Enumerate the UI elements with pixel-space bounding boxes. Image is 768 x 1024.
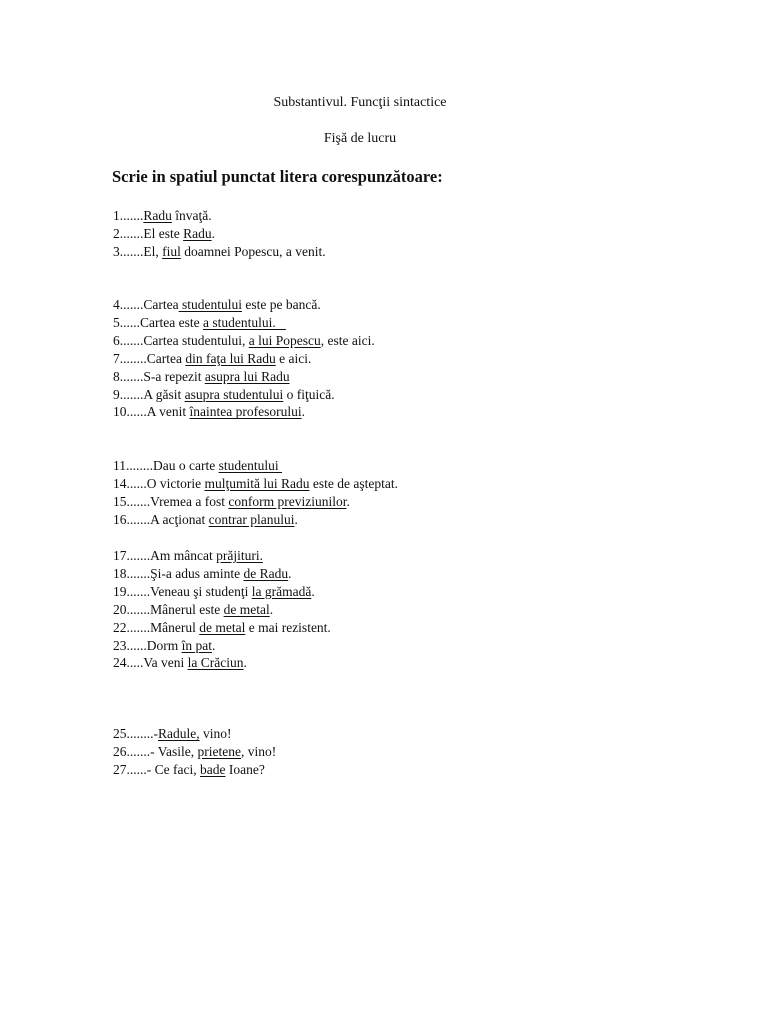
exercise-item: [113, 511, 398, 529]
exercise-text: 17.......Am mâncat: [113, 548, 217, 563]
exercise-item: [113, 207, 326, 225]
exercise-group-2: [113, 296, 375, 421]
exercise-text: 4.......Cartea: [113, 297, 179, 312]
exercise-item: [113, 601, 331, 619]
exercise-text: 26.......- Vasile,: [113, 743, 198, 759]
exercise-text: 16.......A acţionat: [113, 511, 209, 527]
exercise-text: 20.......Mânerul este: [113, 601, 224, 617]
underlined-term: de metal: [199, 619, 246, 635]
exercise-text: 11........Dau o carte: [113, 458, 219, 473]
exercise-item: [113, 368, 375, 386]
underlined-term: Radu: [183, 225, 212, 241]
exercise-text: învaţă.: [171, 208, 212, 223]
underlined-term: mulţumită lui Radu: [204, 475, 310, 491]
underlined-term: contrar planului: [208, 511, 295, 527]
exercise-item: [113, 403, 375, 421]
exercise-text: .: [301, 404, 305, 420]
underlined-term: asupra studentului: [184, 386, 284, 402]
exercise-item: [113, 314, 375, 332]
exercise-text: 10......A venit: [113, 404, 190, 420]
exercise-text: 25........-: [113, 726, 158, 741]
exercise-item: [113, 654, 331, 672]
exercise-text: .: [311, 583, 315, 599]
exercise-text: .: [294, 511, 298, 527]
exercise-item: [113, 565, 331, 583]
exercise-text: e mai rezistent.: [245, 619, 331, 635]
exercise-item: [113, 637, 331, 655]
underlined-term: asupra lui Radu: [204, 368, 290, 384]
exercise-item: [113, 350, 375, 368]
exercise-text: 1.......: [113, 208, 144, 223]
underlined-term: în pat: [181, 637, 212, 653]
exercise-text: 6.......Cartea studentului,: [113, 332, 249, 348]
exercise-text: 22.......Mânerul: [113, 619, 200, 635]
exercise-text: Ioane?: [225, 761, 265, 777]
exercise-text: este de aşteptat.: [309, 475, 398, 491]
page-subtitle: Fişă de lucru: [323, 131, 397, 146]
exercise-item: [113, 583, 331, 601]
exercise-text: 19.......Veneau şi studenţi: [113, 583, 252, 599]
exercise-text: .: [346, 493, 350, 509]
exercise-text: .: [269, 601, 274, 617]
underlined-term: de Radu: [243, 565, 289, 581]
underlined-term: bade: [199, 761, 226, 777]
exercise-group-5: [113, 725, 276, 779]
exercise-text: doamnei Popescu, a venit.: [180, 243, 326, 259]
exercise-text: .: [243, 655, 247, 671]
exercise-text: , vino!: [240, 743, 277, 759]
exercise-text: o fiţuică.: [283, 386, 335, 402]
exercise-text: .: [212, 637, 216, 653]
exercise-text: 9.......A găsit: [113, 386, 185, 402]
exercise-item: [113, 743, 276, 761]
exercise-item: [113, 386, 375, 404]
underlined-term: studentului: [218, 458, 282, 473]
exercise-text: e aici.: [275, 350, 312, 366]
underlined-term: din faţa lui Radu: [185, 350, 276, 366]
exercise-text: 3.......El,: [113, 243, 163, 259]
underlined-term: conform previziunilor: [228, 493, 347, 509]
exercise-text: 5......Cartea este: [113, 314, 203, 330]
page-title: Substantivul. Funcţii sintactice: [273, 95, 447, 110]
exercise-text: 23......Dorm: [113, 637, 182, 653]
instruction-text: Scrie in spatiul punctat litera corespunzătoare:: [112, 167, 443, 186]
exercise-group-1: [113, 207, 326, 261]
exercise-item: [113, 457, 398, 475]
underlined-term: fiul: [162, 243, 181, 259]
exercise-item: [113, 619, 331, 637]
exercise-item: [113, 725, 276, 743]
exercise-text: vino!: [199, 726, 232, 741]
exercise-item: [113, 547, 331, 565]
exercise-text: 14......O victorie: [113, 475, 205, 491]
exercise-text: .: [211, 225, 215, 241]
underlined-term: Radule,: [158, 726, 200, 741]
exercise-group-4: [113, 547, 331, 672]
underlined-term: a studentului.: [202, 314, 286, 330]
exercise-text: 24.....Va veni: [113, 655, 188, 671]
exercise-text: , este aici.: [320, 332, 375, 348]
underlined-term: studentului: [178, 297, 242, 312]
underlined-term: la grămadă: [251, 583, 312, 599]
underlined-term: prăjituri.: [216, 548, 263, 563]
underlined-term: a lui Popescu: [248, 332, 321, 348]
exercise-item: [113, 332, 375, 350]
exercise-text: 18.......Şi-a adus aminte: [113, 565, 244, 581]
exercise-item: [113, 296, 375, 314]
exercise-text: 27......- Ce faci,: [113, 761, 200, 777]
exercise-text: .: [288, 565, 292, 581]
underlined-term: înaintea profesorului: [189, 404, 302, 420]
underlined-term: prietene: [197, 743, 241, 759]
exercise-group-3: [113, 457, 398, 529]
exercise-text: este pe bancă.: [241, 297, 321, 312]
exercise-item: [113, 225, 326, 243]
exercise-text: 15.......Vremea a fost: [113, 493, 229, 509]
exercise-text: 7........Cartea: [113, 350, 186, 366]
exercise-item: [113, 761, 276, 779]
underlined-term: la Crăciun: [187, 655, 244, 671]
exercise-item: [113, 243, 326, 261]
exercise-text: 2.......El este: [113, 225, 184, 241]
exercise-item: [113, 475, 398, 493]
underlined-term: Radu: [143, 208, 172, 223]
exercise-text: 8.......S-a repezit: [113, 368, 205, 384]
exercise-item: [113, 493, 398, 511]
underlined-term: de metal: [223, 601, 270, 617]
